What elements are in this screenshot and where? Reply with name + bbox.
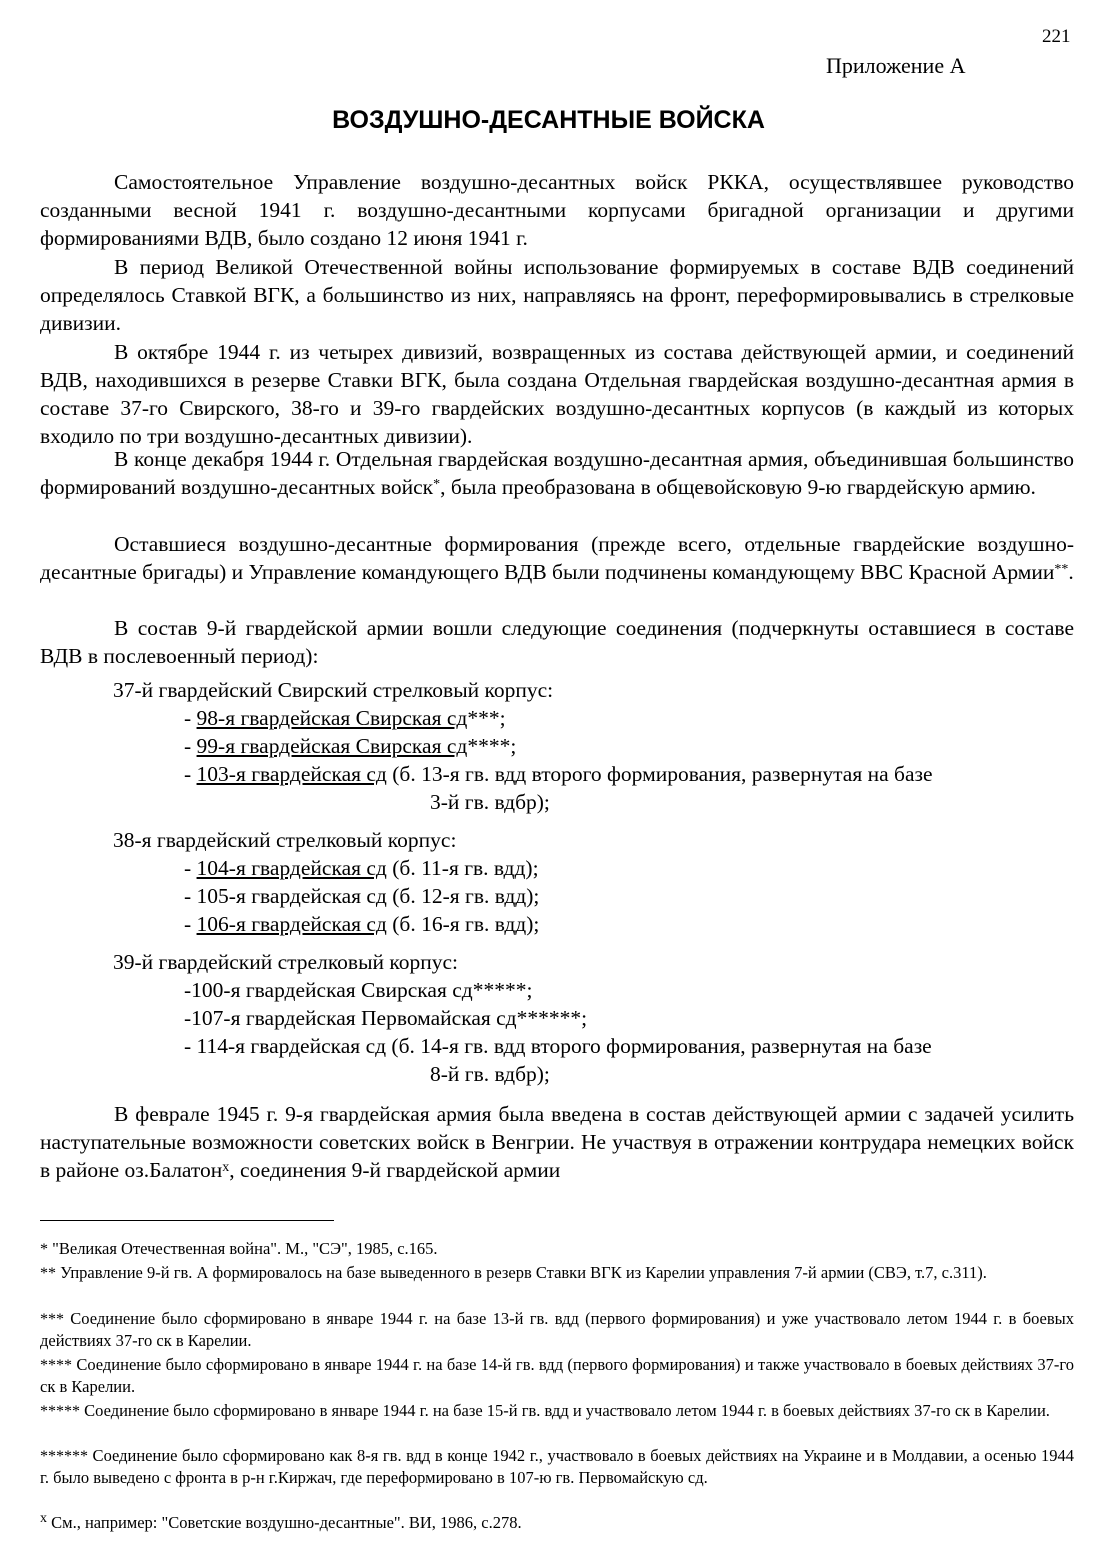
list-item bbox=[184, 910, 539, 938]
item-text: 114-я гвардейская сд (б. 14-я гв. вдд второго формирования, развернутая на базе bbox=[196, 1034, 932, 1058]
footnote-text: Соединение было сформировано в январе 1944 г. на базе 15-й гв. вдд и участвовало летом 1944 г. в боевых действиях 37-го ск в Карелии. bbox=[80, 1401, 1050, 1420]
list-item-continuation: 8-й гв. вдбр); bbox=[430, 1062, 550, 1086]
footnote-7 bbox=[40, 1512, 1074, 1533]
footnote-mark: **** bbox=[40, 1357, 72, 1374]
text-run: В феврале 1945 г. 9-я гвардейская армия была введена в состав действующей армии с задачей усилить наступательные возможности советских войск в Венгрии. Не участвуя в отражении контрудара немецких войск в районе оз.Балатон bbox=[40, 1102, 1074, 1182]
paragraph-text: В период Великой Отечественной войны использование формируемых в составе ВДВ соединений определялось Ставкой ВГК, а большинство из них, направляясь на фронт, переформировывались в стрелковые дивизии. bbox=[40, 255, 1074, 335]
footnote-mark: * bbox=[40, 1241, 48, 1258]
list-item bbox=[184, 1032, 932, 1060]
text-run: Оставшиеся воздушно-десантные формирования (прежде всего, отдельные гвардейские воздушно-десантные бригады) и Управление командующего ВДВ были подчинены командующему ВВС Красной Армии bbox=[40, 532, 1074, 584]
page-title: ВОЗДУШНО-ДЕСАНТНЫЕ ВОЙСКА bbox=[332, 106, 765, 134]
paragraph-text: В состав 9-й гвардейской армии вошли следующие соединения (подчеркнуты оставшиеся в составе ВДВ в послевоенный период): bbox=[40, 616, 1074, 668]
page-number: 221 bbox=[1042, 26, 1071, 47]
item-prefix: - bbox=[184, 884, 197, 908]
paragraph-5 bbox=[40, 530, 1074, 586]
item-prefix: - bbox=[184, 1006, 192, 1030]
text-run: В конце декабря 1944 г. Отдельная гвардейская воздушно-десантная армия, объединившая большинство формирований воздушно-десантных войск bbox=[40, 447, 1074, 499]
footnote-text: См., например: "Советские воздушно-десантные". ВИ, 1986, с.278. bbox=[47, 1513, 522, 1532]
footnote-text: Соединение было сформировано в январе 1944 г. на базе 13-й гв. вдд (первого формирования) и уже участвовало летом 1944 г. в боевых действиях 37-го ск в Карелии. bbox=[40, 1309, 1074, 1350]
list-item-continuation: 3-й гв. вдбр); bbox=[430, 790, 550, 814]
item-text: (б. 11-я гв. вдд); bbox=[386, 856, 539, 880]
item-underlined: 99-я гвардейская Свирская сд bbox=[196, 734, 468, 758]
item-text: 105-я гвардейская сд (б. 12-я гв. вдд); bbox=[196, 884, 540, 908]
footnote-mark: x bbox=[40, 1511, 47, 1526]
corps-39-title: 39-й гвардейский стрелковый корпус: bbox=[113, 950, 459, 974]
text-run: , соединения 9-й гвардейской армии bbox=[229, 1158, 561, 1182]
footnote-text: "Великая Отечественная война". М., "СЭ", 1985, с.165. bbox=[48, 1239, 438, 1258]
text-run: . bbox=[1068, 560, 1074, 584]
list-item bbox=[184, 1004, 587, 1032]
footnote-6 bbox=[40, 1445, 1074, 1488]
corps-37-title: 37-й гвардейский Свирский стрелковый корпус: bbox=[113, 678, 554, 702]
footnote-ref: ** bbox=[1054, 562, 1069, 577]
item-prefix: - bbox=[184, 856, 197, 880]
paragraph-3 bbox=[40, 338, 1074, 450]
paragraph-1 bbox=[40, 168, 1074, 252]
footnote-mark: ***** bbox=[40, 1403, 80, 1420]
item-prefix: - bbox=[184, 734, 197, 758]
footnote-2 bbox=[40, 1262, 1074, 1284]
footnote-5 bbox=[40, 1400, 1074, 1422]
paragraph-7 bbox=[40, 1100, 1074, 1184]
item-underlined: 104-я гвардейская сд bbox=[196, 856, 387, 880]
list-item bbox=[184, 882, 539, 910]
item-text: (б. 13-я гв. вдд второго формирования, развернутая на базе bbox=[386, 762, 933, 786]
footnote-text: Соединение было сформировано в январе 1944 г. на базе 14-й гв. вдд (первого формирования) и также участвовало в боевых действиях 37-го ск в Карелии. bbox=[40, 1355, 1074, 1396]
footnote-text: Управление 9-й гв. А формировалось на базе выведенного в резерв Ставки ВГК из Карелии управления 7-й армии (СВЭ, т.7, с.311). bbox=[56, 1263, 987, 1282]
paragraph-text bbox=[40, 1100, 1074, 1184]
footnote-1 bbox=[40, 1238, 1074, 1260]
text-run: , была преобразована в общевойсковую 9-ю гвардейскую армию. bbox=[440, 475, 1036, 499]
item-text: (б. 16-я гв. вдд); bbox=[386, 912, 540, 936]
item-underlined: 103-я гвардейская сд bbox=[196, 762, 387, 786]
item-underlined: 106-я гвардейская сд bbox=[196, 912, 387, 936]
footnote-mark: *** bbox=[40, 1311, 64, 1328]
list-item bbox=[184, 732, 516, 760]
item-text: 107-я гвардейская Первомайская сд******; bbox=[191, 1006, 588, 1030]
item-prefix: - bbox=[184, 912, 197, 936]
paragraph-4 bbox=[40, 445, 1074, 501]
list-item bbox=[184, 854, 539, 882]
footnote-4 bbox=[40, 1354, 1074, 1397]
paragraph-6 bbox=[40, 614, 1074, 670]
footnote-mark: ** bbox=[40, 1265, 56, 1282]
paragraph-2 bbox=[40, 253, 1074, 337]
footnote-mark: ****** bbox=[40, 1448, 88, 1465]
item-prefix: - bbox=[184, 762, 197, 786]
appendix-label: Приложение А bbox=[826, 53, 966, 78]
item-text: ***; bbox=[467, 706, 506, 730]
paragraph-text: Самостоятельное Управление воздушно-десантных войск РККА, осуществлявшее руководство созданными весной 1941 г. воздушно-десантными корпусами бригадной организации и другими формированиями ВДВ, было создано 12 июня 1941 г. bbox=[40, 170, 1074, 250]
item-text: ****; bbox=[467, 734, 517, 758]
item-underlined: 98-я гвардейская Свирская сд bbox=[196, 706, 468, 730]
paragraph-text bbox=[40, 530, 1074, 586]
footnote-divider bbox=[40, 1220, 334, 1221]
paragraph-text: В октябре 1944 г. из четырех дивизий, возвращенных из состава действующей армии, и соединений ВДВ, находившихся в резерве Ставки ВГК, была создана Отдельная гвардейская воздушно-десантная армия в составе 37-го Свирского, 38-го и 39-го гвардейских воздушно-десантных корпусов (в каждый из которых входило по три воздушно-десантных дивизии). bbox=[40, 340, 1074, 448]
footnote-3 bbox=[40, 1308, 1074, 1351]
item-prefix: - bbox=[184, 1034, 197, 1058]
corps-38-title: 38-я гвардейский стрелковый корпус: bbox=[113, 828, 457, 852]
paragraph-text bbox=[40, 445, 1074, 501]
item-text: 100-я гвардейская Свирская сд*****; bbox=[191, 978, 533, 1002]
list-item bbox=[184, 760, 933, 788]
item-prefix: - bbox=[184, 706, 197, 730]
footnote-text: Соединение было сформировано как 8-я гв. вдд в конце 1942 г., участвовало в боевых действиях на Украине и в Молдавии, а осенью 1944 г. было выведено с фронта в р-н г.Киржач, где переформировано в 107-ю гв. Первомайскую сд. bbox=[40, 1446, 1074, 1487]
list-item bbox=[184, 704, 506, 732]
footnote-ref: x bbox=[222, 1160, 230, 1175]
footnote-ref: * bbox=[433, 477, 441, 492]
list-item bbox=[184, 976, 532, 1004]
item-prefix: - bbox=[184, 978, 192, 1002]
